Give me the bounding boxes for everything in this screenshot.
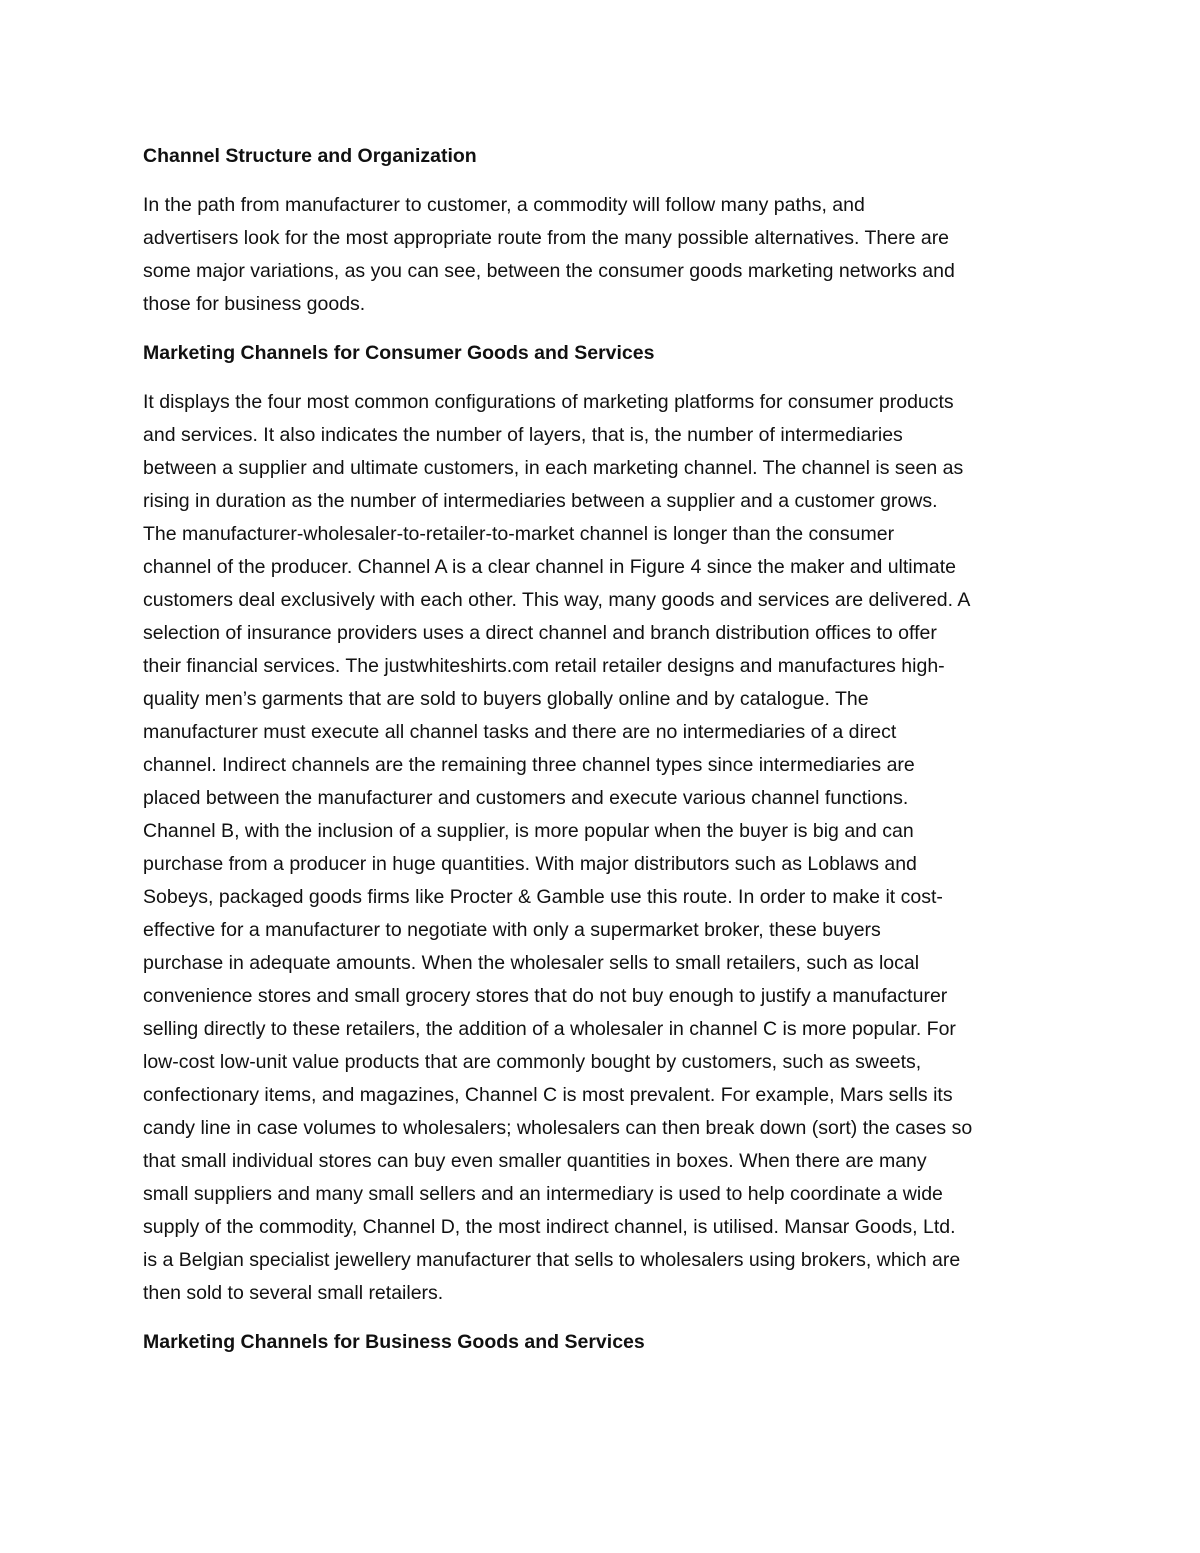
paragraph-line: It displays the four most common configurations of marketing platforms for consumer products <box>143 391 954 413</box>
paragraph-line: is a Belgian specialist jewellery manufacturer that sells to wholesalers using brokers, which are <box>143 1249 961 1271</box>
paragraph-line: placed between the manufacturer and customers and execute various channel functions. <box>143 787 909 809</box>
paragraph-line: Channel B, with the inclusion of a supplier, is more popular when the buyer is big and can <box>143 820 914 842</box>
paragraph-line: channel. Indirect channels are the remaining three channel types since intermediaries are <box>143 754 915 776</box>
section-heading-channel-structure: Channel Structure and Organization <box>143 145 477 167</box>
document-body <box>143 140 1063 1375</box>
paragraph-line: customers deal exclusively with each other. This way, many goods and services are delivered. A <box>143 589 971 611</box>
paragraph-line: channel of the producer. Channel A is a clear channel in Figure 4 since the maker and ultimate <box>143 556 956 578</box>
paragraph-consumer-channels <box>143 386 1063 1310</box>
paragraph-line: manufacturer must execute all channel tasks and there are no intermediaries of a direct <box>143 721 897 743</box>
paragraph-line: then sold to several small retailers. <box>143 1282 444 1304</box>
paragraph-line: selection of insurance providers uses a direct channel and branch distribution offices to offer <box>143 622 937 644</box>
section-heading-consumer-goods: Marketing Channels for Consumer Goods and Services <box>143 342 655 364</box>
paragraph-line: purchase from a producer in huge quantities. With major distributors such as Loblaws and <box>143 853 917 875</box>
paragraph-line: selling directly to these retailers, the addition of a wholesaler in channel C is more popular. For <box>143 1018 956 1040</box>
paragraph-line: Sobeys, packaged goods firms like Procter & Gamble use this route. In order to make it cost- <box>143 886 943 908</box>
paragraph-line: purchase in adequate amounts. When the wholesaler sells to small retailers, such as local <box>143 952 920 974</box>
paragraph-line: some major variations, as you can see, between the consumer goods marketing networks and <box>143 260 955 282</box>
paragraph-line: low-cost low-unit value products that are commonly bought by customers, such as sweets, <box>143 1051 922 1073</box>
paragraph-line: confectionary items, and magazines, Channel C is most prevalent. For example, Mars sells its <box>143 1084 953 1106</box>
paragraph-line: In the path from manufacturer to customer, a commodity will follow many paths, and <box>143 194 865 216</box>
paragraph-line: effective for a manufacturer to negotiate with only a supermarket broker, these buyers <box>143 919 881 941</box>
paragraph-intro <box>143 189 1063 321</box>
section-heading-business-goods: Marketing Channels for Business Goods and Services <box>143 1331 645 1353</box>
paragraph-line: and services. It also indicates the number of layers, that is, the number of intermediaries <box>143 424 903 446</box>
paragraph-line: The manufacturer-wholesaler-to-retailer-to-market channel is longer than the consumer <box>143 523 895 545</box>
paragraph-line: between a supplier and ultimate customers, in each marketing channel. The channel is seen as <box>143 457 964 479</box>
paragraph-line: advertisers look for the most appropriate route from the many possible alternatives. There are <box>143 227 950 249</box>
paragraph-line: those for business goods. <box>143 293 366 315</box>
paragraph-line: rising in duration as the number of intermediaries between a supplier and a customer grows. <box>143 490 938 512</box>
paragraph-line: convenience stores and small grocery stores that do not buy enough to justify a manufacturer <box>143 985 948 1007</box>
paragraph-line: their financial services. The justwhiteshirts.com retail retailer designs and manufactures high- <box>143 655 945 677</box>
paragraph-line: quality men’s garments that are sold to buyers globally online and by catalogue. The <box>143 688 869 710</box>
paragraph-line: candy line in case volumes to wholesalers; wholesalers can then break down (sort) the cases so <box>143 1117 973 1139</box>
paragraph-line: that small individual stores can buy even smaller quantities in boxes. When there are many <box>143 1150 927 1172</box>
paragraph-line: small suppliers and many small sellers and an intermediary is used to help coordinate a wide <box>143 1183 943 1205</box>
paragraph-line: supply of the commodity, Channel D, the most indirect channel, is utilised. Mansar Goods, Ltd. <box>143 1216 956 1238</box>
